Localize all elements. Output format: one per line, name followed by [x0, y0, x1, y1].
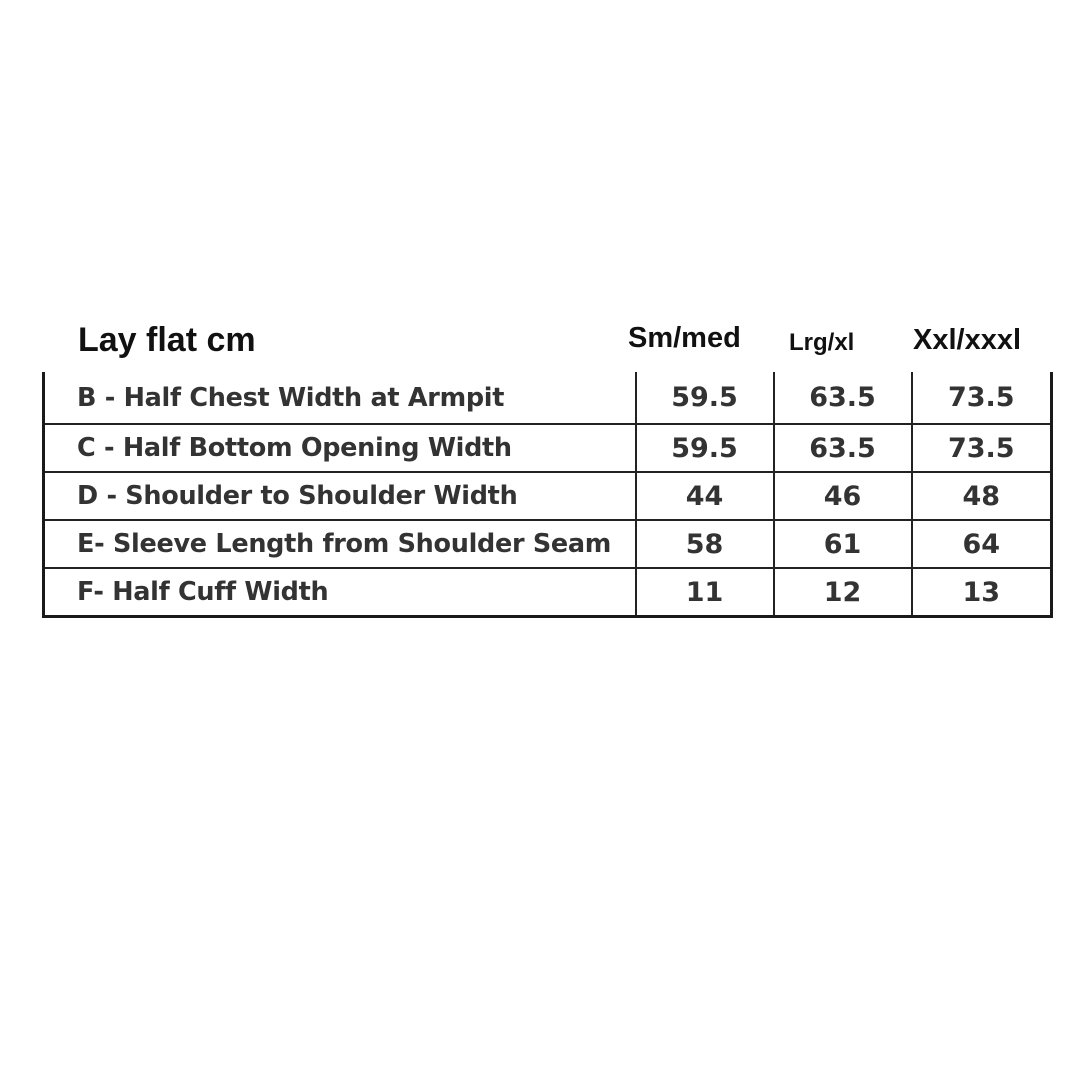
- cell-sm-med: 59.5: [636, 424, 774, 472]
- row-label: D - Shoulder to Shoulder Width: [44, 472, 636, 520]
- column-header-lrg-xl: Lrg/xl: [789, 329, 855, 356]
- cell-sm-med: 11: [636, 568, 774, 617]
- cell-xxl-xxxl: 13: [912, 568, 1052, 617]
- cell-lrg-xl: 63.5: [774, 424, 912, 472]
- table-row: [44, 520, 1052, 568]
- table-row: [44, 568, 1052, 617]
- table-row: [44, 472, 1052, 520]
- row-label: E- Sleeve Length from Shoulder Seam: [44, 520, 636, 568]
- cell-sm-med: 58: [636, 520, 774, 568]
- column-header-xxl-xxxl: Xxl/xxxl: [913, 324, 1022, 356]
- table-row: [44, 424, 1052, 472]
- cell-sm-med: 44: [636, 472, 774, 520]
- table-row: [44, 372, 1052, 424]
- cell-xxl-xxxl: 64: [912, 520, 1052, 568]
- cell-lrg-xl: 63.5: [774, 372, 912, 424]
- cell-xxl-xxxl: 73.5: [912, 424, 1052, 472]
- cell-sm-med: 59.5: [636, 372, 774, 424]
- table-title: Lay flat cm: [78, 321, 256, 359]
- cell-lrg-xl: 61: [774, 520, 912, 568]
- row-label: B - Half Chest Width at Armpit: [77, 382, 505, 413]
- cell-lrg-xl: 46: [774, 472, 912, 520]
- column-header-sm-med: Sm/med: [628, 322, 741, 354]
- cell-xxl-xxxl: 73.5: [912, 372, 1052, 424]
- size-chart-table: [42, 372, 1053, 618]
- cell-xxl-xxxl: 48: [912, 472, 1052, 520]
- cell-lrg-xl: 12: [774, 568, 912, 617]
- row-label: C - Half Bottom Opening Width: [44, 424, 636, 472]
- row-label: F- Half Cuff Width: [44, 568, 636, 617]
